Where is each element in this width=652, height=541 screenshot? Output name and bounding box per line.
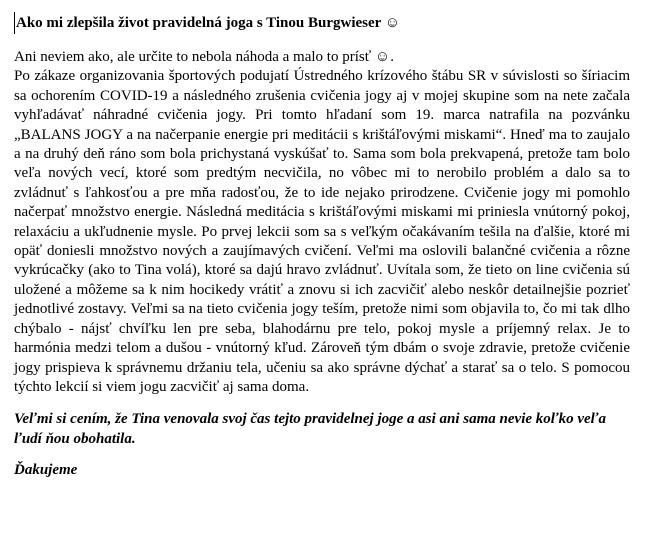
thanks-paragraph: Veľmi si cením, že Tina venovala svoj čas tejto pravidelnej joge a asi ani sama nevie koľko veľa ľudí ňou obohatila.: [14, 411, 606, 448]
signoff: Ďakujeme: [14, 462, 78, 479]
body-paragraph: Po zákaze organizovania športových podujatí Ústredného krízového štábu SR v súvislosti so šíriacim sa ochorením COVID-19 a následného zrušenia cvičenia jogy aj v mojej skupine som na nete začala vyhľadávať náhradné cvičenia jogy. Pri tomto hľadaní som 19. marca natrafila na pozvánku „BALANS JOGY a na načerpanie energie pri meditácii s krištáľovými miskami“. Hneď ma to zaujalo a na druhý deň ráno som bola prichystaná vyskúšať to. Sama som bola prekvapená, pretože tam bolo veľa nových vecí, ktoré som predtým necvičila, no vôbec mi to nerobilo problém a dalo sa to zvládnuť s ľahkosťou a pre mňa radosťou, že to ide nejako prirodzene. Cvičenie jogy mi pomohlo načerpať množstvo energie. Následná meditácia s krištáľovými miskami mi priniesla vnútorný pokoj, relaxáciu a ukľudnenie mysle. Po prvej lekcii som sa s veľkým očakávaním tešila na ďalšie, ktoré mi opäť doniesli množstvo nových a zaujímavých cvičení. Veľmi ma oslovili balančné cvičenia a rôzne vykrúcačky (ako to Tina volá), ktoré sa dajú hravo zvládnuť. Uvítala som, že tieto on line cvičenia sú uložené a môžeme sa k nim hocikedy vrátiť a znovu si ich zacvičiť alebo neskôr detailnejšie pozrieť jednotlivé zostavy. Veľmi sa na tieto cvičenia jogy teším, pretože nimi som objavila to, čo mi tak dlho chýbalo - nájsť chvíľku len pre seba, blahodárnu pre telo, pokoj mysle a príjemný relax. Je to harmónia medzi telom a dušou - vnútorný kľud. Zároveň tým dbám o svoje zdravie, pretože cvičenie jogy prispieva k správnemu držaniu tela, učeniu sa ako správne dýchať a starať sa o telo. S pomocou týchto lekcií si viem jogu zacvičiť aj sama doma.: [14, 68, 630, 395]
intro-line: Ani neviem ako, ale určite to nebola náhoda a malo to prísť ☺.: [14, 49, 394, 65]
document-page: [14, 12, 630, 480]
document-body: [14, 48, 630, 397]
document-title: Ako mi zlepšila život pravidelná joga s Tinou Burgwieser ☺: [14, 12, 630, 34]
